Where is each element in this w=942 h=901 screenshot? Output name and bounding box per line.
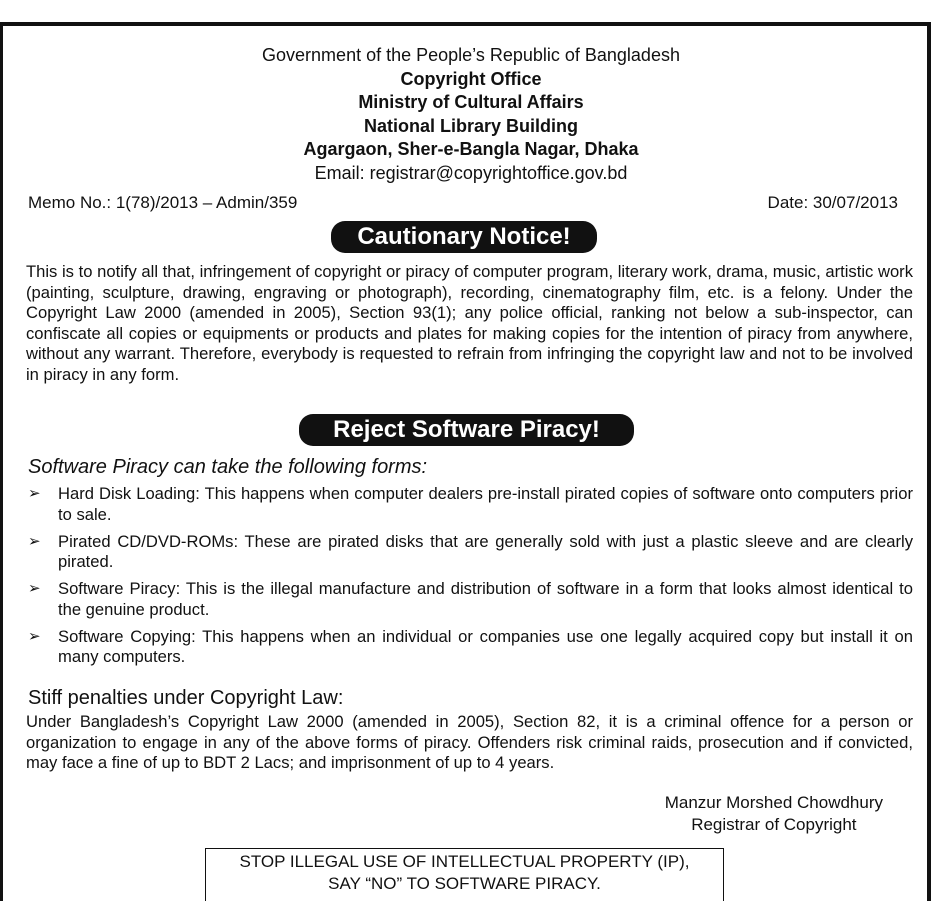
list-item-text: Software Copying: This happens when an individual or companies use one legally acquired copy but install it on many computers. [58, 626, 913, 666]
letterhead [0, 44, 942, 185]
list-item [28, 484, 913, 525]
notice-date: Date: 30/07/2013 [767, 193, 898, 212]
list-item [28, 579, 913, 620]
signatory-title: Registrar of Copyright [691, 815, 857, 834]
reject-piracy-title: Reject Software Piracy! [299, 414, 634, 446]
penalties-body: Under Bangladesh’s Copyright Law 2000 (amended in 2005), Section 82, it is a criminal offence for a person or organization to engage in any of the above forms of piracy. Offenders risk criminal raids, prosecution and if convicted, may face a fine of up to BDT 2 Lacs; and imprisonment of up to 4 years. [26, 712, 913, 773]
ministry-name: Ministry of Cultural Affairs [358, 92, 584, 112]
office-name: Copyright Office [400, 68, 542, 89]
stop-box-line2: SAY “NO” TO SOFTWARE PIRACY. [328, 874, 601, 893]
list-item [28, 532, 913, 573]
memo-number: Memo No.: 1(78)/2013 – Admin/359 [28, 193, 298, 212]
arrow-bullet-icon: ➢ [28, 580, 41, 597]
office-email: Email: registrar@copyrightoffice.gov.bd [314, 162, 628, 183]
forms-heading: Software Piracy can take the following forms: [28, 456, 428, 478]
signature-block [665, 792, 883, 836]
arrow-bullet-icon: ➢ [28, 485, 41, 502]
piracy-forms-list [28, 484, 913, 674]
list-item-text: Software Piracy: This is the illegal manufacture and distribution of software in a form that looks almost identical to the genuine product. [58, 579, 913, 619]
stop-piracy-box [205, 848, 724, 901]
stop-box-line1: STOP ILLEGAL USE OF INTELLECTUAL PROPERTY (IP), [239, 852, 690, 871]
building-name: National Library Building [363, 115, 578, 136]
office-address: Agargaon, Sher-e-Bangla Nagar, Dhaka [303, 139, 639, 159]
list-item [28, 627, 913, 668]
list-item-text: Pirated CD/DVD-ROMs: These are pirated disks that are generally sold with just a plastic sleeve and are clearly pirated. [58, 531, 913, 571]
cautionary-notice-body: This is to notify all that, infringement of copyright or piracy of computer program, literary work, drama, music, artistic work (painting, sculpture, drawing, engraving or photograph), recording, cinematography film, etc. is a felony. Under the Copyright Law 2000 (amended in 2005), Section 93(1); any police official, ranking not below a sub-inspector, can confiscate all copies or equipments or products and plates for making copies for the intention of piracy from anywhere, without any warrant. Therefore, everybody is requested to refrain from infringing the copyright law and not to be involved in piracy in any form. [26, 262, 913, 384]
cautionary-notice-title: Cautionary Notice! [331, 221, 597, 253]
list-item-text: Hard Disk Loading: This happens when computer dealers pre-install pirated copies of software onto computers prior to sale. [58, 484, 913, 524]
arrow-bullet-icon: ➢ [28, 627, 41, 645]
government-name: Government of the People’s Republic of Bangladesh [262, 45, 680, 65]
arrow-bullet-icon: ➢ [28, 532, 41, 550]
signatory-name: Manzur Morshed Chowdhury [664, 793, 883, 812]
penalties-heading: Stiff penalties under Copyright Law: [28, 687, 344, 709]
